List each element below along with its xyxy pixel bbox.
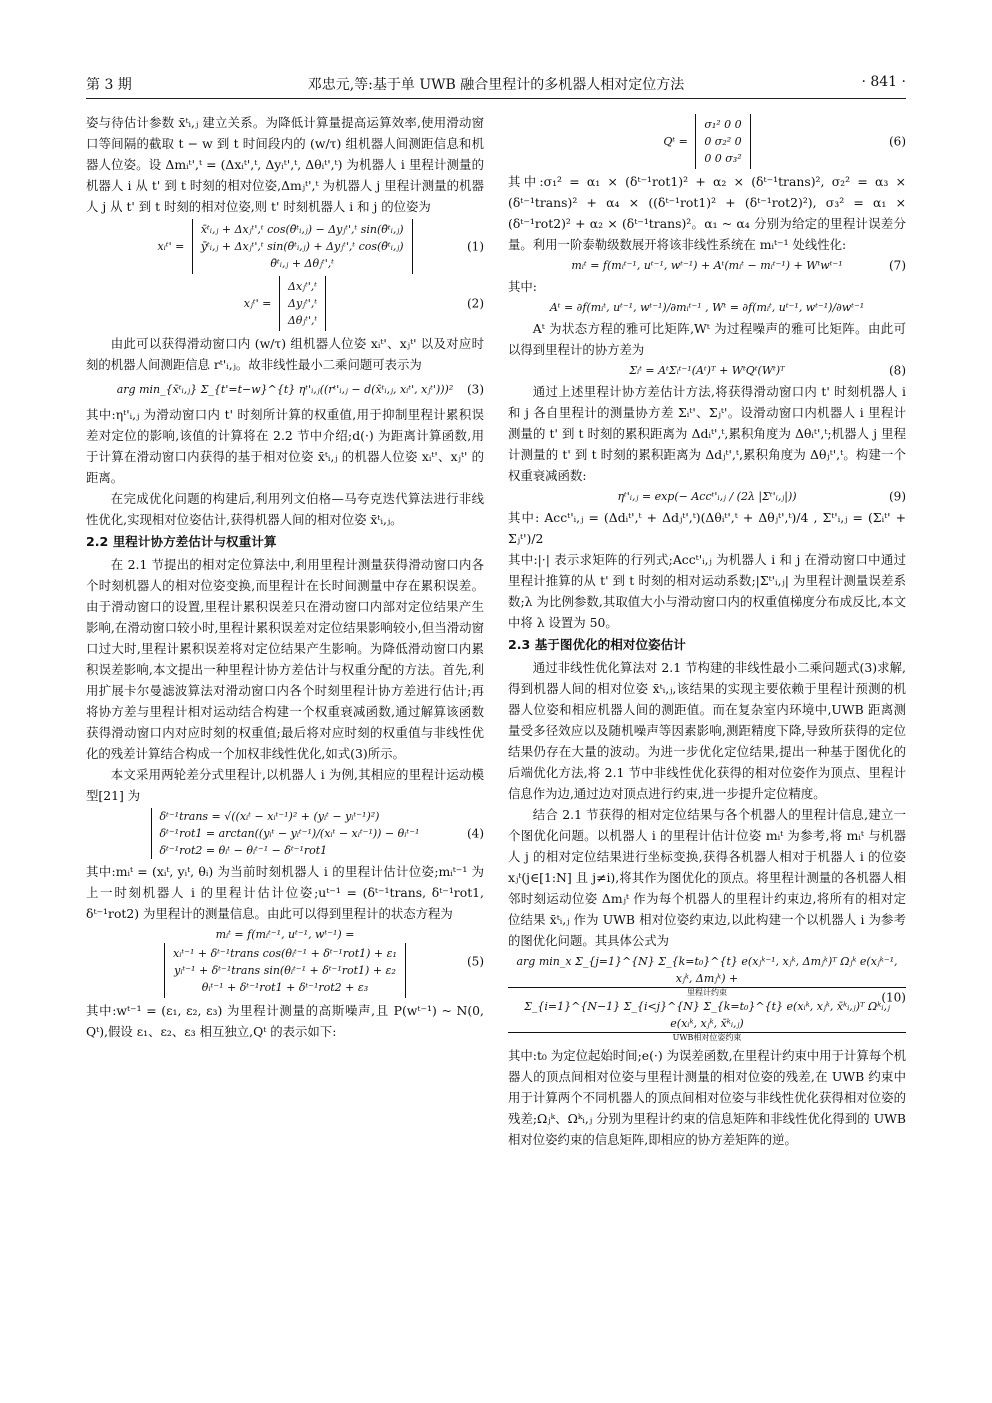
section-heading-2-3: 2.3 基于图优化的相对位姿估计	[508, 637, 686, 652]
running-header	[86, 70, 906, 99]
paragraph: 本文采用两轮差分式里程计,以机器人 i 为例,其相应的里程计运动模型[21] 为	[86, 767, 484, 803]
right-column	[508, 112, 906, 1150]
paragraph: 其中:wᵗ⁻¹ = (ε₁, ε₂, ε₃) 为里程计测量的高斯噪声,且 P(wᵗ⁻¹) ~ N(0, Qᵗ),假设 ε₁、ε₂、ε₃ 相互独立,Qᵗ 的表示如下:	[86, 1003, 484, 1039]
paragraph: 姿与待估计参数 x̄ᵗᵢ,ⱼ 建立关系。为降低计算量提高运算效率,使用滑动窗口等间隔的截取 t − w 到 t 时间段内的 (w/τ) 组机器人间测距信息和机器人位姿。设 Δmᵢᵗ',ᵗ = (Δxᵢᵗ',ᵗ, Δyᵢᵗ',ᵗ, Δθᵢᵗ',ᵗ) 为机器人 i 里程计测量的机器人 i 从 t' 到 t 时刻的相对位姿,Δmⱼᵗ',ᵗ 为机器人 j 里程计测量的机器人 j 从 t' 到 t 时刻的相对位姿,则 t' 时刻机器人 i 和 j 的位姿为	[86, 115, 484, 214]
paragraph: 在 2.1 节提出的相对定位算法中,利用里程计测量获得滑动窗口内各个时刻机器人的相对位姿变换,而里程计在长时间测量中存在累积误差。由于滑动窗口的设置,里程计累积误差只在滑动窗口内部对定位结果产生影响,在滑动窗口较小时,里程计累积误差对定位结果影响较小,但当滑动窗口过大时,里程计累积误差将对定位结果产生影响。为降低滑动窗口内累积误差影响,本文提出一种里程计协方差估计与权重分配的方法。首先,利用扩展卡尔曼滤波算法对滑动窗口内各个时刻里程计协方差进行估计;再将协方差与里程计相对运动结合构建一个权重衰减函数,通过解算该函数获得滑动窗口内对应时刻的权重值;最后将对应时刻的权重值与非线性优化的残差计算结合构成一个加权非线性优化,如式(3)所示。	[86, 557, 484, 761]
equation-5: mᵢᵗ = f(mᵢᵗ⁻¹, uᵗ⁻¹, wᵗ⁻¹) = xᵢᵗ⁻¹ + δᵗ⁻¹trans cos(θᵢᵗ⁻¹ + δᵗ⁻¹rot1) + ε₁ yᵢᵗ⁻¹ + δᵗ⁻¹trans sin(θᵢᵗ⁻¹ + δᵗ⁻¹rot1) + ε₂ θᵢᵗ⁻¹ + δᵗ⁻¹rot1 + δᵗ⁻¹rot2 + ε₃ (5)	[86, 926, 484, 998]
matrix: σ₁² 0 0 0 σ₂² 0 0 0 σ₃²	[695, 114, 750, 169]
paragraph: 其中:ηᵗ'ᵢ,ⱼ 为滑动窗口内 t' 时刻所计算的权重值,用于抑制里程计累积误差对定位的影响,该值的计算将在 2.2 节中介绍;d(·) 为距离计算函数,用于计算在滑动窗口内获得的基于相对位姿 x̄ᵗᵢ,ⱼ 的机器人位姿 xᵢᵗ'、xⱼᵗ' 的距离。	[86, 407, 484, 485]
matrix: x̄ᵗᵢ,ⱼ + Δxⱼᵗ',ᵗ cos(θ̄ᵗᵢ,ⱼ) − Δyⱼᵗ',ᵗ sin(θ̄ᵗᵢ,ⱼ) ȳᵗᵢ,ⱼ + Δxⱼᵗ',ᵗ sin(θ̄ᵗᵢ,ⱼ) + Δyⱼᵗ',ᵗ cos(θ̄ᵗᵢ,ⱼ) θ̄ᵗᵢ,ⱼ + Δθⱼᵗ',ᵗ	[192, 219, 413, 274]
underbrace-label: UWB相对位姿约束	[672, 1033, 742, 1042]
paragraph: 其中:σ₁² = α₁ × (δᵗ⁻¹rot1)² + α₂ × (δᵗ⁻¹trans)², σ₂² = α₃ × (δᵗ⁻¹trans)² + α₄ × ((δᵗ⁻¹rot1)² + (δᵗ⁻¹rot2)²), σ₃² = α₁ × (δᵗ⁻¹rot2)² + α₂ × (δᵗ⁻¹trans)²。α₁ ~ α₄ 分别为给定的里程计误差分量。利用一阶泰勒级数展开将该非线性系统在 mᵢᵗ⁻¹ 处线性化:	[508, 174, 906, 252]
equation-number: (5)	[467, 954, 484, 969]
paragraph: 通过非线性优化算法对 2.1 节构建的非线性最小二乘问题式(3)求解,得到机器人间的相对位姿 x̄ᵗᵢ,ⱼ,该结果的实现主要依赖于里程计预测的机器人位姿和相应机器人间的测距值。而在复杂室内环境中,UWB 距离测量受多径效应以及随机噪声等因素影响,测距精度下降,导致所获得的定位结果仍存在大量的波动。为进一步优化定位结果,提出一种基于图优化的后端优化方法,将 2.1 节中非线性优化获得的相对位姿作为顶点、里程计信息作为边,通过边对顶点进行约束,进一步提升定位精度。	[508, 660, 906, 801]
section-heading-2-2: 2.2 里程计协方差估计与权重计算	[86, 534, 277, 549]
equation-7: mᵢᵗ = f(mᵢᵗ⁻¹, uᵗ⁻¹, wᵗ⁻¹) + Aᵗ(mᵢᵗ − mᵢᵗ⁻¹) + Wᵗwᵗ⁻¹ (7)	[571, 258, 906, 272]
paragraph: 其中:t₀ 为定位起始时间;e(·) 为误差函数,在里程计约束中用于计算每个机器人的顶点间相对位姿与里程计测量的相对位姿的残差,在 UWB 约束中用于计算两个不同机器人的顶点间相对位姿与非线性优化获得相对位姿的残差;Ωⱼᵏ、Ωᵏᵢ,ⱼ 分别为里程计约束的信息矩阵和非线性优化得到的 UWB 相对位姿约束的信息矩阵,即相应的协方差矩阵的逆。	[508, 1048, 906, 1147]
equation-8: Σᵢᵗ = AᵗΣᵢᵗ⁻¹(Aᵗ)ᵀ + WᵗQᵗ(Wᵗ)ᵀ (8)	[629, 363, 906, 377]
paragraph: 结合 2.1 节获得的相对定位结果与各个机器人的里程计信息,建立一个图优化问题。以机器人 i 的里程计估计位姿 mᵢᵗ 为参考,将 mᵢᵗ 与机器人 j 的相对定位结果进行坐标变换,获得各机器人相对于机器人 i 的位姿 xⱼᵗ(j∈[1:N] 且 j≠i),将其作为图优化的顶点。将里程计测量的各机器人相邻时刻运动位姿 Δmⱼᵗ 作为每个机器人的里程计约束边,将所有的相对定位结果 x̄ᵗᵢ,ⱼ 作为 UWB 相对位姿约束边,以此构建一个以机器人 i 为参考的图优化问题。其具体公式为	[508, 807, 906, 948]
page-number: · 841 ·	[861, 74, 906, 90]
matrix: xᵢᵗ⁻¹ + δᵗ⁻¹trans cos(θᵢᵗ⁻¹ + δᵗ⁻¹rot1) + ε₁ yᵢᵗ⁻¹ + δᵗ⁻¹trans sin(θᵢᵗ⁻¹ + δᵗ⁻¹rot1) + ε₂ θᵢᵗ⁻¹ + δᵗ⁻¹rot1 + δᵗ⁻¹rot2 + ε₃	[164, 943, 406, 998]
paragraph: 通过上述里程计协方差估计方法,将获得滑动窗口内 t' 时刻机器人 i 和 j 各自里程计的测量协方差 Σᵢᵗ'、Σⱼᵗ'。设滑动窗口内机器人 i 里程计测量的 t' 到 t 时刻的累积距离为 Δdᵢᵗ',ᵗ,累积角度为 Δθᵢᵗ',ᵗ;机器人 j 里程计测量的 t' 到 t 时刻的累积距离为 Δdⱼᵗ',ᵗ,累积角度为 Δθⱼᵗ',ᵗ。构建一个权重衰减函数:	[508, 384, 906, 483]
equation-number: (4)	[467, 826, 484, 840]
issue-number: 第 3 期	[86, 77, 132, 93]
left-column	[86, 112, 484, 1042]
equation-number: (2)	[467, 296, 484, 310]
equation-number: (3)	[467, 382, 484, 396]
paragraph: 其中:	[508, 279, 537, 294]
paragraph: 其中:mᵢᵗ = (xᵢᵗ, yᵢᵗ, θᵢ) 为当前时刻机器人 i 的里程计估计位姿;mᵢᵗ⁻¹ 为上一时刻机器人 i 的里程计估计位姿;uᵗ⁻¹ = (δᵗ⁻¹trans, δᵗ⁻¹rot1, δᵗ⁻¹rot2) 为里程计的测量信息。由此可以得到里程计的状态方程为	[86, 864, 484, 921]
equation-number: (10)	[881, 990, 906, 1005]
equation-system: δᵗ⁻¹trans = √((xᵢᵗ − xᵢᵗ⁻¹)² + (yᵢᵗ − yᵢᵗ⁻¹)²) δᵗ⁻¹rot1 = arctan((yᵢᵗ − yᵢᵗ⁻¹)/(xᵢᵗ − xᵢᵗ⁻¹)) − θᵢᵗ⁻¹ δᵗ⁻¹rot2 = θᵢᵗ − θᵢᵗ⁻¹ − δᵗ⁻¹rot1	[151, 808, 420, 859]
equation-number: (7)	[889, 258, 906, 272]
equation-1: xᵢᵗ' = x̄ᵗᵢ,ⱼ + Δxⱼᵗ',ᵗ cos(θ̄ᵗᵢ,ⱼ) − Δyⱼᵗ',ᵗ sin(θ̄ᵗᵢ,ⱼ) ȳᵗᵢ,ⱼ + Δxⱼᵗ',ᵗ sin(θ̄ᵗᵢ,ⱼ) + Δyⱼᵗ',ᵗ cos(θ̄ᵗᵢ,ⱼ) θ̄ᵗᵢ,ⱼ + Δθⱼᵗ',ᵗ (1)	[86, 219, 484, 274]
paragraph: 在完成优化问题的构建后,利用列文伯格—马夸克迭代算法进行非线性优化,实现相对位姿估计,获得机器人间的相对位姿 x̄ᵗᵢ,ⱼ。	[86, 491, 484, 527]
matrix: Δxⱼᵗ',ᵗ Δyⱼᵗ',ᵗ Δθⱼᵗ',ᵗ	[279, 276, 326, 331]
equation-number: (6)	[889, 134, 906, 148]
paragraph: 其中:|·| 表示求矩阵的行列式;Accᵗ'ᵢ,ⱼ 为机器人 i 和 j 在滑动窗口中通过里程计推算的从 t' 到 t 时刻的相对运动系数;|Σᵗ'ᵢ,ⱼ| 为里程计测量误差系数;λ 为比例参数,其取值大小与滑动窗口内的权重值梯度分布成反比,本文中将 λ 设置为 50。	[508, 552, 906, 630]
jacobian-equation: Aᵗ = ∂f(mᵢᵗ, uᵗ⁻¹, wᵗ⁻¹)/∂mᵢᵗ⁻¹ , Wᵗ = ∂f(mᵢᵗ, uᵗ⁻¹, wᵗ⁻¹)/∂wᵗ⁻¹	[549, 301, 865, 314]
paragraph: Aᵗ 为状态方程的雅可比矩阵,Wᵗ 为过程噪声的雅可比矩阵。由此可以得到里程计的协方差为	[508, 321, 906, 357]
running-title: 邓忠元,等:基于单 UWB 融合里程计的多机器人相对定位方法	[307, 77, 685, 93]
equation-number: (1)	[467, 239, 484, 253]
paragraph: 由此可以获得滑动窗口内 (w/τ) 组机器人位姿 xᵢᵗ'、xⱼᵗ' 以及对应时刻的机器人间测距信息 rᵗ'ᵢ,ⱼ。故非线性最小二乘问题可表示为	[86, 336, 484, 372]
paragraph: 其中: Accᵗ'ᵢ,ⱼ = (Δdᵢᵗ',ᵗ + Δdⱼᵗ',ᵗ)(Δθᵢᵗ',ᵗ + Δθⱼᵗ',ᵗ)/4 , Σᵗ'ᵢ,ⱼ = (Σᵢᵗ' + Σⱼᵗ')/2	[508, 510, 906, 546]
equation-number: (8)	[889, 363, 906, 377]
equation-3: arg min_{x̄ᵗᵢ,ⱼ} Σ_{t'=t−w}^{t} ηᵗ'ᵢ,ⱼ((rᵗ'ᵢ,ⱼ − d(x̄ᵗᵢ,ⱼ, xᵢᵗ', xⱼᵗ')))² (3)	[116, 382, 484, 396]
equation-2: xⱼᵗ' = Δxⱼᵗ',ᵗ Δyⱼᵗ',ᵗ Δθⱼᵗ',ᵗ (2)	[86, 276, 484, 331]
equation-10: arg min_x Σ_{j=1}^{N} Σ_{k=t₀}^{t} e(xⱼᵏ⁻¹, xⱼᵏ, Δmⱼᵏ)ᵀ Ωⱼᵏ e(xⱼᵏ⁻¹, xⱼᵏ, Δmⱼᵏ) + 里程计约束 Σ_{i=1}^{N−1} Σ_{i<j}^{N} Σ_{k=t₀}^{t} e(xᵢᵏ, xⱼᵏ, x̄ᵏᵢ,ⱼ)ᵀ Ωᵏᵢ,ⱼ e(xᵢᵏ, xⱼᵏ, x̄ᵏᵢ,ⱼ) UWB相对位姿约束 (10)	[508, 953, 906, 1043]
equation-number: (9)	[889, 489, 906, 503]
equation-9: ηᵗ'ᵢ,ⱼ = exp(− Accᵗ'ᵢ,ⱼ / (2λ |Σᵗ'ᵢ,ⱼ|)) (9)	[617, 489, 906, 503]
equation-4	[86, 808, 484, 859]
equation-6: Qᵗ = σ₁² 0 0 0 σ₂² 0 0 0 σ₃² (6)	[508, 114, 906, 169]
underbrace-label: 里程计约束	[687, 988, 727, 997]
